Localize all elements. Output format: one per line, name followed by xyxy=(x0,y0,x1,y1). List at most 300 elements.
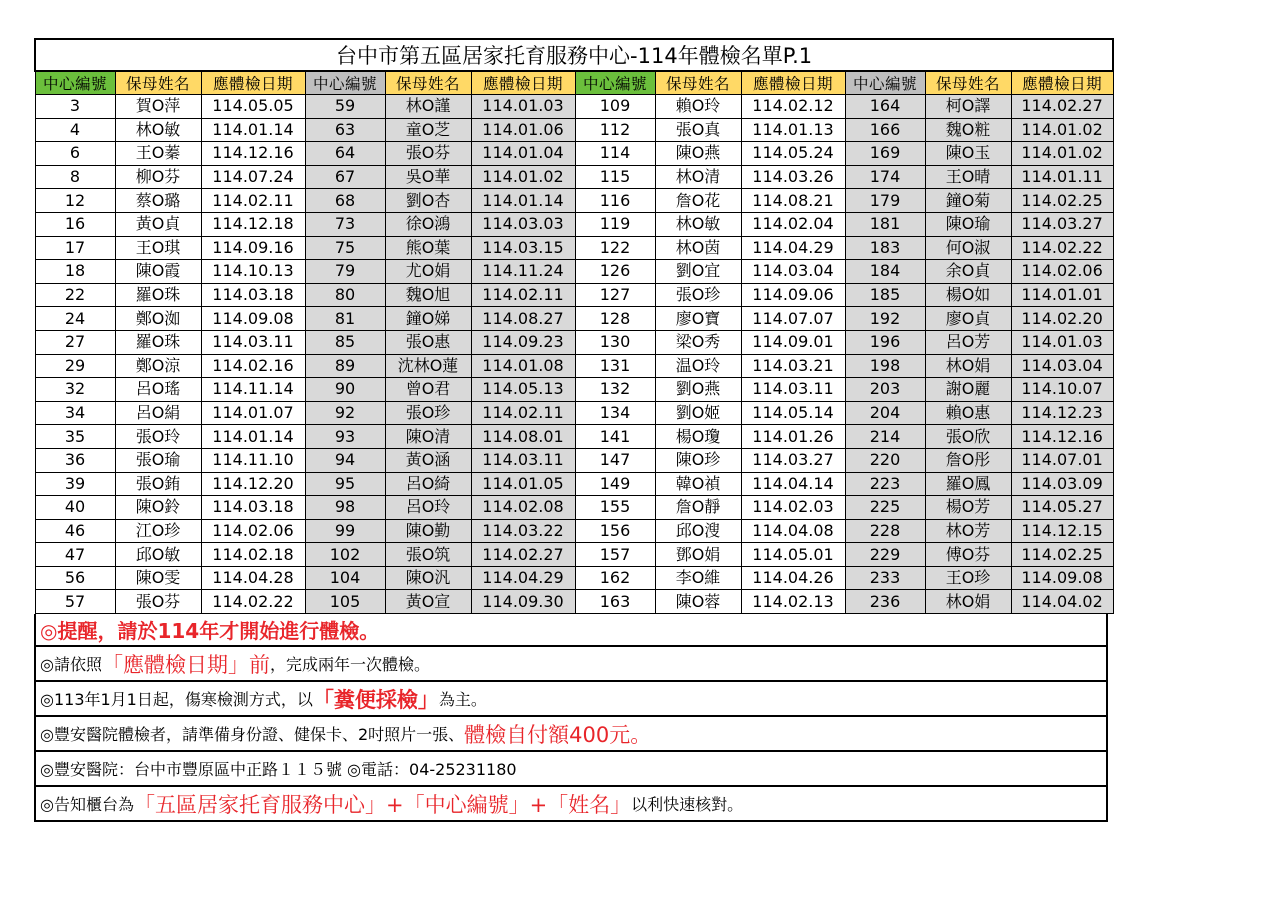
cell-nanny-name: 林O娟 xyxy=(925,354,1011,378)
cell-exam-date: 114.01.01 xyxy=(1011,283,1113,307)
cell-nanny-name: 羅O珠 xyxy=(115,283,201,307)
note-address-text: ◎豐安醫院：台中市豐原區中正路１１５號 ◎電話：04-25231180 xyxy=(40,760,517,780)
cell-nanny-name: 呂O絹 xyxy=(115,401,201,425)
cell-exam-date: 114.02.11 xyxy=(471,401,575,425)
cell-nanny-name: 張O珍 xyxy=(385,401,471,425)
cell-exam-date: 114.05.01 xyxy=(741,543,845,567)
cell-nanny-name: 傅O芬 xyxy=(925,543,1011,567)
cell-nanny-name: 林O芳 xyxy=(925,519,1011,543)
cell-center-id: 116 xyxy=(575,189,655,213)
header-nanny-name: 保母姓名 xyxy=(385,71,471,95)
cell-nanny-name: 廖O貞 xyxy=(925,307,1011,331)
table-row xyxy=(35,354,1113,378)
cell-nanny-name: 陳O雯 xyxy=(115,566,201,590)
cell-nanny-name: 賴O玲 xyxy=(655,95,741,119)
table-row xyxy=(35,543,1113,567)
cell-center-id: 223 xyxy=(845,472,925,496)
cell-exam-date: 114.03.09 xyxy=(1011,472,1113,496)
cell-exam-date: 114.02.18 xyxy=(201,543,305,567)
header-row xyxy=(35,71,1113,95)
cell-nanny-name: 陳O瑜 xyxy=(925,212,1011,236)
cell-nanny-name: 黃O涵 xyxy=(385,448,471,472)
cell-exam-date: 114.02.08 xyxy=(471,496,575,520)
cell-nanny-name: 陳O勤 xyxy=(385,519,471,543)
cell-exam-date: 114.03.04 xyxy=(741,260,845,284)
cell-center-id: 115 xyxy=(575,165,655,189)
cell-exam-date: 114.07.01 xyxy=(1011,448,1113,472)
cell-exam-date: 114.03.18 xyxy=(201,283,305,307)
cell-center-id: 79 xyxy=(305,260,385,284)
cell-nanny-name: 陳O清 xyxy=(385,425,471,449)
cell-nanny-name: 魏O旭 xyxy=(385,283,471,307)
cell-nanny-name: 林O敏 xyxy=(115,118,201,142)
cell-exam-date: 114.01.02 xyxy=(1011,118,1113,142)
cell-center-id: 89 xyxy=(305,354,385,378)
cell-center-id: 93 xyxy=(305,425,385,449)
cell-nanny-name: 蔡O璐 xyxy=(115,189,201,213)
cell-nanny-name: 林O謹 xyxy=(385,95,471,119)
cell-exam-date: 114.08.27 xyxy=(471,307,575,331)
cell-exam-date: 114.12.23 xyxy=(1011,401,1113,425)
cell-center-id: 47 xyxy=(35,543,115,567)
cell-exam-date: 114.01.14 xyxy=(201,425,305,449)
cell-nanny-name: 林O娟 xyxy=(925,590,1011,614)
cell-nanny-name: 王O琪 xyxy=(115,236,201,260)
cell-nanny-name: 劉O姬 xyxy=(655,401,741,425)
cell-nanny-name: 陳O鈴 xyxy=(115,496,201,520)
cell-nanny-name: 魏O粧 xyxy=(925,118,1011,142)
cell-exam-date: 114.05.05 xyxy=(201,95,305,119)
cell-exam-date: 114.02.04 xyxy=(741,212,845,236)
cell-center-id: 162 xyxy=(575,566,655,590)
cell-center-id: 63 xyxy=(305,118,385,142)
cell-nanny-name: 陳O珍 xyxy=(655,448,741,472)
note-typhoid-test xyxy=(34,682,1108,717)
cell-exam-date: 114.02.27 xyxy=(1011,95,1113,119)
cell-nanny-name: 呂O玲 xyxy=(385,496,471,520)
cell-nanny-name: 張O芬 xyxy=(115,590,201,614)
cell-exam-date: 114.12.15 xyxy=(1011,519,1113,543)
cell-nanny-name: 陳O玉 xyxy=(925,142,1011,166)
cell-center-id: 59 xyxy=(305,95,385,119)
cell-center-id: 6 xyxy=(35,142,115,166)
cell-nanny-name: 廖O寶 xyxy=(655,307,741,331)
cell-center-id: 8 xyxy=(35,165,115,189)
cell-center-id: 56 xyxy=(35,566,115,590)
table-row xyxy=(35,118,1113,142)
cell-center-id: 114 xyxy=(575,142,655,166)
note-deadline-highlight: 「應體檢日期」前 xyxy=(101,652,270,677)
cell-nanny-name: 謝O麗 xyxy=(925,378,1011,402)
cell-center-id: 141 xyxy=(575,425,655,449)
cell-exam-date: 114.01.14 xyxy=(471,189,575,213)
cell-nanny-name: 邱O溲 xyxy=(655,519,741,543)
cell-center-id: 3 xyxy=(35,95,115,119)
note-deadline-text: ◎請依照 xyxy=(40,655,102,675)
cell-center-id: 185 xyxy=(845,283,925,307)
cell-nanny-name: 何O淑 xyxy=(925,236,1011,260)
cell-center-id: 90 xyxy=(305,378,385,402)
cell-exam-date: 114.02.06 xyxy=(1011,260,1113,284)
cell-nanny-name: 陳O霞 xyxy=(115,260,201,284)
cell-exam-date: 114.11.24 xyxy=(471,260,575,284)
cell-center-id: 32 xyxy=(35,378,115,402)
cell-nanny-name: 陳O蓉 xyxy=(655,590,741,614)
cell-exam-date: 114.05.13 xyxy=(471,378,575,402)
cell-center-id: 228 xyxy=(845,519,925,543)
cell-center-id: 147 xyxy=(575,448,655,472)
cell-exam-date: 114.02.12 xyxy=(741,95,845,119)
cell-exam-date: 114.02.11 xyxy=(471,283,575,307)
cell-nanny-name: 熊O葉 xyxy=(385,236,471,260)
table-row xyxy=(35,142,1113,166)
header-center-id: 中心編號 xyxy=(575,71,655,95)
cell-exam-date: 114.02.16 xyxy=(201,354,305,378)
cell-center-id: 81 xyxy=(305,307,385,331)
cell-nanny-name: 呂O綺 xyxy=(385,472,471,496)
cell-exam-date: 114.12.18 xyxy=(201,212,305,236)
cell-nanny-name: 韓O禎 xyxy=(655,472,741,496)
cell-center-id: 181 xyxy=(845,212,925,236)
cell-nanny-name: 楊O如 xyxy=(925,283,1011,307)
cell-exam-date: 114.02.11 xyxy=(201,189,305,213)
cell-center-id: 36 xyxy=(35,448,115,472)
header-exam-date: 應體檢日期 xyxy=(201,71,305,95)
cell-nanny-name: 余O貞 xyxy=(925,260,1011,284)
cell-exam-date: 114.02.06 xyxy=(201,519,305,543)
note-counter-info xyxy=(34,787,1108,822)
cell-nanny-name: 黃O宣 xyxy=(385,590,471,614)
cell-center-id: 174 xyxy=(845,165,925,189)
cell-center-id: 164 xyxy=(845,95,925,119)
cell-nanny-name: 張O珍 xyxy=(655,283,741,307)
cell-exam-date: 114.11.10 xyxy=(201,448,305,472)
cell-exam-date: 114.10.13 xyxy=(201,260,305,284)
cell-exam-date: 114.04.28 xyxy=(201,566,305,590)
cell-center-id: 16 xyxy=(35,212,115,236)
cell-nanny-name: 曾O君 xyxy=(385,378,471,402)
cell-nanny-name: 王O珍 xyxy=(925,566,1011,590)
cell-center-id: 98 xyxy=(305,496,385,520)
cell-exam-date: 114.01.07 xyxy=(201,401,305,425)
cell-center-id: 128 xyxy=(575,307,655,331)
cell-center-id: 236 xyxy=(845,590,925,614)
cell-center-id: 233 xyxy=(845,566,925,590)
cell-center-id: 80 xyxy=(305,283,385,307)
cell-center-id: 24 xyxy=(35,307,115,331)
cell-center-id: 99 xyxy=(305,519,385,543)
cell-nanny-name: 王O晴 xyxy=(925,165,1011,189)
cell-center-id: 34 xyxy=(35,401,115,425)
cell-exam-date: 114.03.03 xyxy=(471,212,575,236)
cell-nanny-name: 黃O貞 xyxy=(115,212,201,236)
cell-exam-date: 114.09.23 xyxy=(471,330,575,354)
note-typhoid-text-end: 為主。 xyxy=(438,690,487,710)
cell-nanny-name: 江O珍 xyxy=(115,519,201,543)
cell-exam-date: 114.01.08 xyxy=(471,354,575,378)
cell-center-id: 155 xyxy=(575,496,655,520)
cell-exam-date: 114.04.08 xyxy=(741,519,845,543)
cell-nanny-name: 楊O瓊 xyxy=(655,425,741,449)
cell-center-id: 22 xyxy=(35,283,115,307)
cell-nanny-name: 邱O敏 xyxy=(115,543,201,567)
cell-nanny-name: 呂O瑤 xyxy=(115,378,201,402)
cell-exam-date: 114.03.27 xyxy=(741,448,845,472)
notes-section xyxy=(34,614,1108,822)
cell-exam-date: 114.03.18 xyxy=(201,496,305,520)
cell-nanny-name: 梁O秀 xyxy=(655,330,741,354)
document xyxy=(34,38,1108,822)
cell-nanny-name: 劉O杏 xyxy=(385,189,471,213)
note-docs-text: ◎豐安醫院體檢者，請準備身份證、健保卡、2吋照片一張、 xyxy=(40,725,465,745)
cell-nanny-name: 李O維 xyxy=(655,566,741,590)
cell-exam-date: 114.10.07 xyxy=(1011,378,1113,402)
header-exam-date: 應體檢日期 xyxy=(1011,71,1113,95)
cell-exam-date: 114.07.24 xyxy=(201,165,305,189)
cell-exam-date: 114.01.13 xyxy=(741,118,845,142)
cell-nanny-name: 鄭O涼 xyxy=(115,354,201,378)
cell-center-id: 204 xyxy=(845,401,925,425)
cell-nanny-name: 張O惠 xyxy=(385,330,471,354)
cell-nanny-name: 林O茵 xyxy=(655,236,741,260)
cell-center-id: 163 xyxy=(575,590,655,614)
cell-exam-date: 114.02.03 xyxy=(741,496,845,520)
cell-nanny-name: 羅O鳳 xyxy=(925,472,1011,496)
cell-exam-date: 114.02.25 xyxy=(1011,189,1113,213)
cell-exam-date: 114.02.22 xyxy=(1011,236,1113,260)
note-typhoid-text: ◎113年1月1日起，傷寒檢測方式，以 xyxy=(40,690,313,710)
cell-exam-date: 114.05.24 xyxy=(741,142,845,166)
note-fee-highlight: 體檢自付額400元。 xyxy=(464,722,652,747)
cell-nanny-name: 柳O芬 xyxy=(115,165,201,189)
cell-nanny-name: 詹O靜 xyxy=(655,496,741,520)
cell-nanny-name: 呂O芳 xyxy=(925,330,1011,354)
cell-center-id: 29 xyxy=(35,354,115,378)
cell-nanny-name: 尤O娟 xyxy=(385,260,471,284)
table-row xyxy=(35,401,1113,425)
cell-center-id: 157 xyxy=(575,543,655,567)
cell-exam-date: 114.01.14 xyxy=(201,118,305,142)
note-deadline-text-end: ，完成兩年一次體檢。 xyxy=(269,655,430,675)
table-row xyxy=(35,566,1113,590)
cell-nanny-name: 張O真 xyxy=(655,118,741,142)
cell-nanny-name: 鐘O菊 xyxy=(925,189,1011,213)
cell-center-id: 184 xyxy=(845,260,925,284)
cell-center-id: 134 xyxy=(575,401,655,425)
cell-center-id: 67 xyxy=(305,165,385,189)
table-row xyxy=(35,330,1113,354)
cell-center-id: 166 xyxy=(845,118,925,142)
cell-nanny-name: 徐O鴻 xyxy=(385,212,471,236)
cell-exam-date: 114.01.03 xyxy=(471,95,575,119)
cell-exam-date: 114.02.25 xyxy=(1011,543,1113,567)
cell-center-id: 35 xyxy=(35,425,115,449)
cell-center-id: 122 xyxy=(575,236,655,260)
table-row xyxy=(35,590,1113,614)
cell-nanny-name: 楊O芳 xyxy=(925,496,1011,520)
cell-center-id: 4 xyxy=(35,118,115,142)
note-hospital-address xyxy=(34,752,1108,787)
cell-nanny-name: 劉O宜 xyxy=(655,260,741,284)
table-row xyxy=(35,496,1113,520)
cell-exam-date: 114.01.02 xyxy=(1011,142,1113,166)
cell-center-id: 95 xyxy=(305,472,385,496)
table-row xyxy=(35,378,1113,402)
cell-nanny-name: 林O敏 xyxy=(655,212,741,236)
header-exam-date: 應體檢日期 xyxy=(471,71,575,95)
cell-center-id: 27 xyxy=(35,330,115,354)
cell-center-id: 40 xyxy=(35,496,115,520)
cell-exam-date: 114.01.03 xyxy=(1011,330,1113,354)
cell-nanny-name: 張O玲 xyxy=(115,425,201,449)
header-nanny-name: 保母姓名 xyxy=(655,71,741,95)
header-center-id: 中心編號 xyxy=(35,71,115,95)
cell-center-id: 131 xyxy=(575,354,655,378)
cell-exam-date: 114.07.07 xyxy=(741,307,845,331)
cell-nanny-name: 鄭O洳 xyxy=(115,307,201,331)
cell-center-id: 75 xyxy=(305,236,385,260)
cell-exam-date: 114.09.08 xyxy=(1011,566,1113,590)
cell-center-id: 179 xyxy=(845,189,925,213)
table-row xyxy=(35,472,1113,496)
cell-exam-date: 114.09.06 xyxy=(741,283,845,307)
cell-exam-date: 114.03.26 xyxy=(741,165,845,189)
table-row xyxy=(35,260,1113,284)
table-row xyxy=(35,212,1113,236)
cell-center-id: 109 xyxy=(575,95,655,119)
table-row xyxy=(35,307,1113,331)
cell-center-id: 198 xyxy=(845,354,925,378)
cell-exam-date: 114.01.11 xyxy=(1011,165,1113,189)
cell-center-id: 46 xyxy=(35,519,115,543)
cell-center-id: 102 xyxy=(305,543,385,567)
cell-center-id: 18 xyxy=(35,260,115,284)
cell-center-id: 225 xyxy=(845,496,925,520)
cell-exam-date: 114.04.02 xyxy=(1011,590,1113,614)
cell-center-id: 57 xyxy=(35,590,115,614)
cell-center-id: 229 xyxy=(845,543,925,567)
cell-exam-date: 114.12.20 xyxy=(201,472,305,496)
table-row xyxy=(35,165,1113,189)
cell-center-id: 130 xyxy=(575,330,655,354)
cell-exam-date: 114.01.05 xyxy=(471,472,575,496)
cell-nanny-name: 童O芝 xyxy=(385,118,471,142)
cell-nanny-name: 柯O譯 xyxy=(925,95,1011,119)
cell-nanny-name: 陳O燕 xyxy=(655,142,741,166)
cell-nanny-name: 賴O惠 xyxy=(925,401,1011,425)
cell-center-id: 132 xyxy=(575,378,655,402)
cell-center-id: 85 xyxy=(305,330,385,354)
cell-nanny-name: 吳O華 xyxy=(385,165,471,189)
cell-exam-date: 114.03.27 xyxy=(1011,212,1113,236)
cell-nanny-name: 林O清 xyxy=(655,165,741,189)
cell-center-id: 64 xyxy=(305,142,385,166)
cell-exam-date: 114.08.21 xyxy=(741,189,845,213)
cell-exam-date: 114.12.16 xyxy=(201,142,305,166)
cell-exam-date: 114.02.22 xyxy=(201,590,305,614)
cell-nanny-name: 温O玲 xyxy=(655,354,741,378)
table-row xyxy=(35,189,1113,213)
header-nanny-name: 保母姓名 xyxy=(115,71,201,95)
cell-nanny-name: 張O芬 xyxy=(385,142,471,166)
cell-exam-date: 114.01.04 xyxy=(471,142,575,166)
header-exam-date: 應體檢日期 xyxy=(741,71,845,95)
cell-exam-date: 114.02.20 xyxy=(1011,307,1113,331)
cell-exam-date: 114.03.22 xyxy=(471,519,575,543)
cell-center-id: 17 xyxy=(35,236,115,260)
cell-center-id: 112 xyxy=(575,118,655,142)
cell-exam-date: 114.04.26 xyxy=(741,566,845,590)
cell-center-id: 126 xyxy=(575,260,655,284)
cell-exam-date: 114.03.11 xyxy=(741,378,845,402)
table-row xyxy=(35,283,1113,307)
cell-nanny-name: 王O蓁 xyxy=(115,142,201,166)
cell-exam-date: 114.03.11 xyxy=(201,330,305,354)
cell-nanny-name: 鄧O娟 xyxy=(655,543,741,567)
cell-center-id: 169 xyxy=(845,142,925,166)
cell-exam-date: 114.08.01 xyxy=(471,425,575,449)
note-typhoid-highlight: 「糞便採檢」 xyxy=(312,687,439,712)
cell-exam-date: 114.03.15 xyxy=(471,236,575,260)
cell-center-id: 12 xyxy=(35,189,115,213)
cell-exam-date: 114.05.27 xyxy=(1011,496,1113,520)
cell-center-id: 156 xyxy=(575,519,655,543)
cell-center-id: 183 xyxy=(845,236,925,260)
cell-nanny-name: 張O瑜 xyxy=(115,448,201,472)
cell-center-id: 68 xyxy=(305,189,385,213)
cell-center-id: 94 xyxy=(305,448,385,472)
cell-center-id: 192 xyxy=(845,307,925,331)
reminder-note: ◎提醒，請於114年才開始進行體檢。 xyxy=(34,614,1108,647)
cell-nanny-name: 張O欣 xyxy=(925,425,1011,449)
cell-nanny-name: 張O筑 xyxy=(385,543,471,567)
note-deadline xyxy=(34,647,1108,682)
cell-nanny-name: 賀O萍 xyxy=(115,95,201,119)
cell-exam-date: 114.03.21 xyxy=(741,354,845,378)
cell-exam-date: 114.11.14 xyxy=(201,378,305,402)
page-title: 台中市第五區居家托育服務中心-114年體檢名單P.1 xyxy=(35,39,1113,71)
cell-center-id: 39 xyxy=(35,472,115,496)
cell-center-id: 105 xyxy=(305,590,385,614)
note-hospital-docs xyxy=(34,717,1108,752)
note-counter-text: ◎告知櫃台為 xyxy=(40,795,134,815)
table-row xyxy=(35,95,1113,119)
header-center-id: 中心編號 xyxy=(845,71,925,95)
cell-exam-date: 114.01.06 xyxy=(471,118,575,142)
cell-center-id: 149 xyxy=(575,472,655,496)
cell-nanny-name: 張O銪 xyxy=(115,472,201,496)
cell-exam-date: 114.04.29 xyxy=(741,236,845,260)
cell-exam-date: 114.05.14 xyxy=(741,401,845,425)
table-row xyxy=(35,448,1113,472)
cell-exam-date: 114.02.27 xyxy=(471,543,575,567)
cell-exam-date: 114.04.29 xyxy=(471,566,575,590)
cell-exam-date: 114.09.16 xyxy=(201,236,305,260)
cell-center-id: 196 xyxy=(845,330,925,354)
cell-center-id: 127 xyxy=(575,283,655,307)
note-counter-text-end: 以利快速核對。 xyxy=(631,795,744,815)
cell-exam-date: 114.04.14 xyxy=(741,472,845,496)
table-row xyxy=(35,425,1113,449)
cell-exam-date: 114.09.30 xyxy=(471,590,575,614)
cell-center-id: 104 xyxy=(305,566,385,590)
cell-nanny-name: 詹O彤 xyxy=(925,448,1011,472)
cell-nanny-name: 沈林O蓮 xyxy=(385,354,471,378)
cell-exam-date: 114.03.04 xyxy=(1011,354,1113,378)
cell-nanny-name: 詹O花 xyxy=(655,189,741,213)
cell-center-id: 214 xyxy=(845,425,925,449)
header-center-id: 中心編號 xyxy=(305,71,385,95)
